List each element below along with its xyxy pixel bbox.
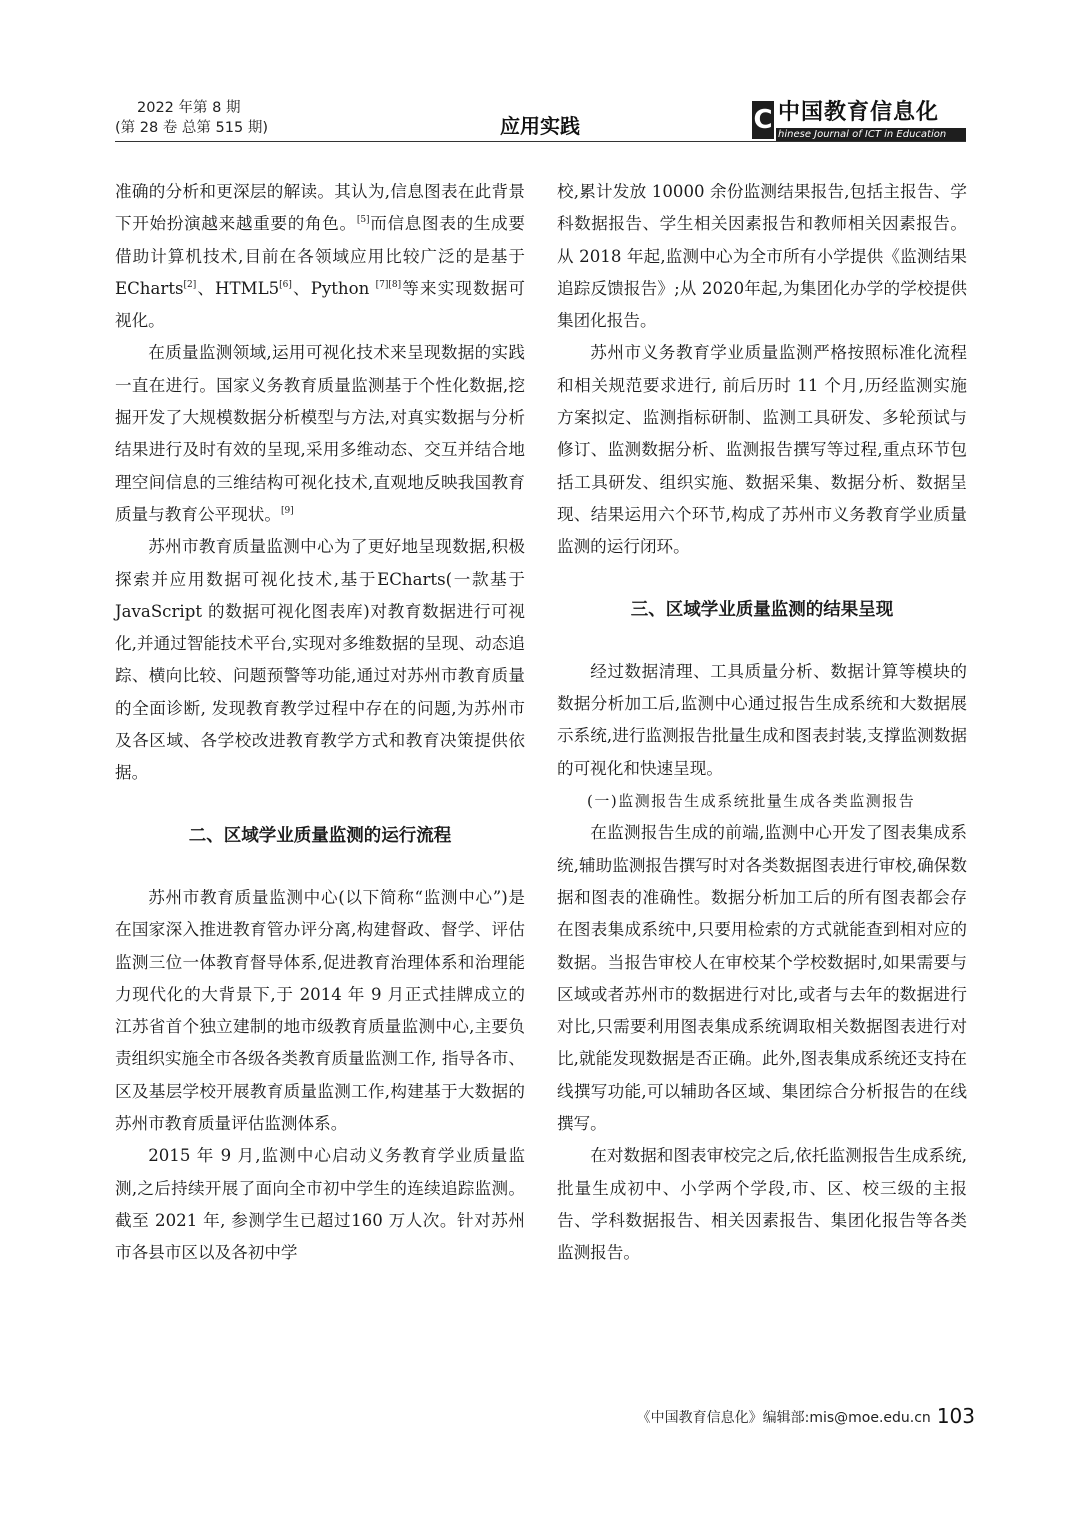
paragraph: 苏州市教育质量监测中心为了更好地呈现数据,积极探索并应用数据可视化技术,基于ECharts(一款基于 JavaScript 的数据可视化图表库)对教育数据进行可视化,并通过智能技术平台,实现对多维数据的呈现、动态追踪、横向比较、问题预警等功能,通过对苏州市教育质量的全面诊断, 发现教育教学过程中存在的问题,为苏州市及各区域、各学校改进教育教学方式和教育决策提供依据。 bbox=[115, 537, 525, 783]
paragraph: 经过数据清理、工具质量分析、数据计算等模块的数据分析加工后,监测中心通过报告生成系统和大数据展示系统,进行监测报告批量生成和图表封装,支撑监测数据的可视化和快速呈现。 bbox=[557, 661, 967, 778]
page-footer bbox=[637, 1404, 975, 1428]
right-column bbox=[557, 176, 967, 1270]
text-run: 、HTML5 bbox=[196, 278, 280, 298]
paragraph-continued: 校,累计发放 10000 余份监测结果报告,包括主报告、学科数据报告、学生相关因素报告和教师相关因素报告。从 2018 年起,监测中心为全市所有小学提供《监测结果追踪反馈报告》;从 2020年起,为集团化办学的学校提供集团化报告。 bbox=[557, 182, 967, 331]
paragraph: 苏州市义务教育学业质量监测严格按照标准化流程和相关规范要求进行, 前后历时 11 个月,历经监测实施方案拟定、监测指标研制、监测工具研发、多轮预试与修订、监测数据分析、监测报告撰写等过程,重点环节包括工具研发、组织实施、数据采集、数据分析、数据呈现、结果运用六个环节,构成了苏州市义务教育学业质量监测的运行闭环。 bbox=[557, 343, 967, 557]
journal-name-en: hinese Journal of ICT in Education bbox=[776, 128, 966, 141]
journal-name-cn: 中国教育信息化 bbox=[778, 100, 940, 125]
page-number: 103 bbox=[936, 1404, 975, 1428]
text-run: 、Python bbox=[291, 278, 376, 298]
paragraph: 在监测报告生成的前端,监测中心开发了图表集成系统,辅助监测报告撰写时对各类数据图表进行审校,确保数据和图表的准确性。数据分析加工后的所有图表都会存在图表集成系统中,只要用检索的方式就能查到相对应的数据。当报告审校人在审校某个学校数据时,如果需要与区域或者苏州市的数据进行对比,或者与去年的数据进行对比,只需要利用图表集成系统调取相关数据图表进行对比,就能发现数据是否正确。此外,图表集成系统还支持在线撰写功能,可以辅助各区域、集团综合分析报告的在线撰写。 bbox=[557, 823, 967, 1134]
issue-info bbox=[115, 98, 268, 138]
citation: [2] bbox=[183, 279, 197, 290]
paragraph: 苏州市教育质量监测中心(以下简称“监测中心”)是在国家深入推进教育管办评分离,构建督政、督学、评估监测三位一体教育督导体系,促进教育治理体系和治理能力现代化的大背景下,于 2014 年 9 月正式挂牌成立的江苏省首个独立建制的地市级教育质量监测中心,主要负责组织实施全市各级各类教育质量监测工作, 指导各市、区及基层学校开展教育质量监测工作,构建基于大数据的苏州市教育质量评估监测体系。 bbox=[115, 887, 525, 1134]
paragraph-continued bbox=[115, 176, 525, 337]
issue-line-2: (第 28 卷 总第 515 期) bbox=[115, 120, 268, 136]
logo-letter: C bbox=[752, 101, 774, 139]
paragraph: 2015 年 9 月,监测中心启动义务教育学业质量监测,之后持续开展了面向全市初中学生的连续追踪监测。截至 2021 年, 参测学生已超过160 万人次。针对苏州市各县市区以及各初中学 bbox=[115, 1146, 525, 1263]
journal-logo bbox=[752, 99, 966, 141]
issue-line-1: 2022 年第 8 期 bbox=[137, 100, 241, 116]
section-title: 应用实践 bbox=[500, 114, 580, 138]
text-run: 在质量监测领域,运用可视化技术来呈现数据的实践一直在进行。国家义务教育质量监测基于个性化数据,挖掘开发了大规模数据分析模型与方法,对真实数据与分析结果进行及时有效的呈现,采用多维动态、交互并结合地理空间信息的三维结构可视化技术,直观地反映我国教育质量与教育公平现状。 bbox=[115, 343, 525, 524]
citation: [5] bbox=[356, 215, 370, 226]
text-run: 等来实现数据可视化。 bbox=[115, 278, 525, 331]
citation: [6] bbox=[279, 279, 292, 290]
paragraph: 在对数据和图表审校完之后,依托监测报告生成系统,批量生成初中、小学两个学段,市、区、校三级的主报告、学科数据报告、相关因素报告、集团化报告等各类监测报告。 bbox=[557, 1146, 967, 1263]
header-divider bbox=[115, 141, 966, 142]
paragraph bbox=[115, 337, 525, 531]
citation: [9] bbox=[280, 505, 294, 516]
section-heading-2: 二、区域学业质量监测的运行流程 bbox=[188, 825, 452, 846]
left-column bbox=[115, 176, 525, 1270]
section-heading-3: 三、区域学业质量监测的结果呈现 bbox=[630, 599, 894, 620]
text-run: 而信息图表的生成要借助计算机技术,目前在各领域应用比较广泛的是基于 ECharts bbox=[115, 214, 526, 298]
footer-contact: 《中国教育信息化》编辑部:mis@moe.edu.cn bbox=[636, 1410, 931, 1426]
text-run: 准确的分析和更深层的解读。其认为,信息图表在此背景下开始扮演越来越重要的角色。 bbox=[115, 182, 525, 234]
citation: [7][8] bbox=[375, 279, 402, 290]
subsection-heading: (一)监测报告生成系统批量生成各类监测报告 bbox=[587, 792, 916, 811]
